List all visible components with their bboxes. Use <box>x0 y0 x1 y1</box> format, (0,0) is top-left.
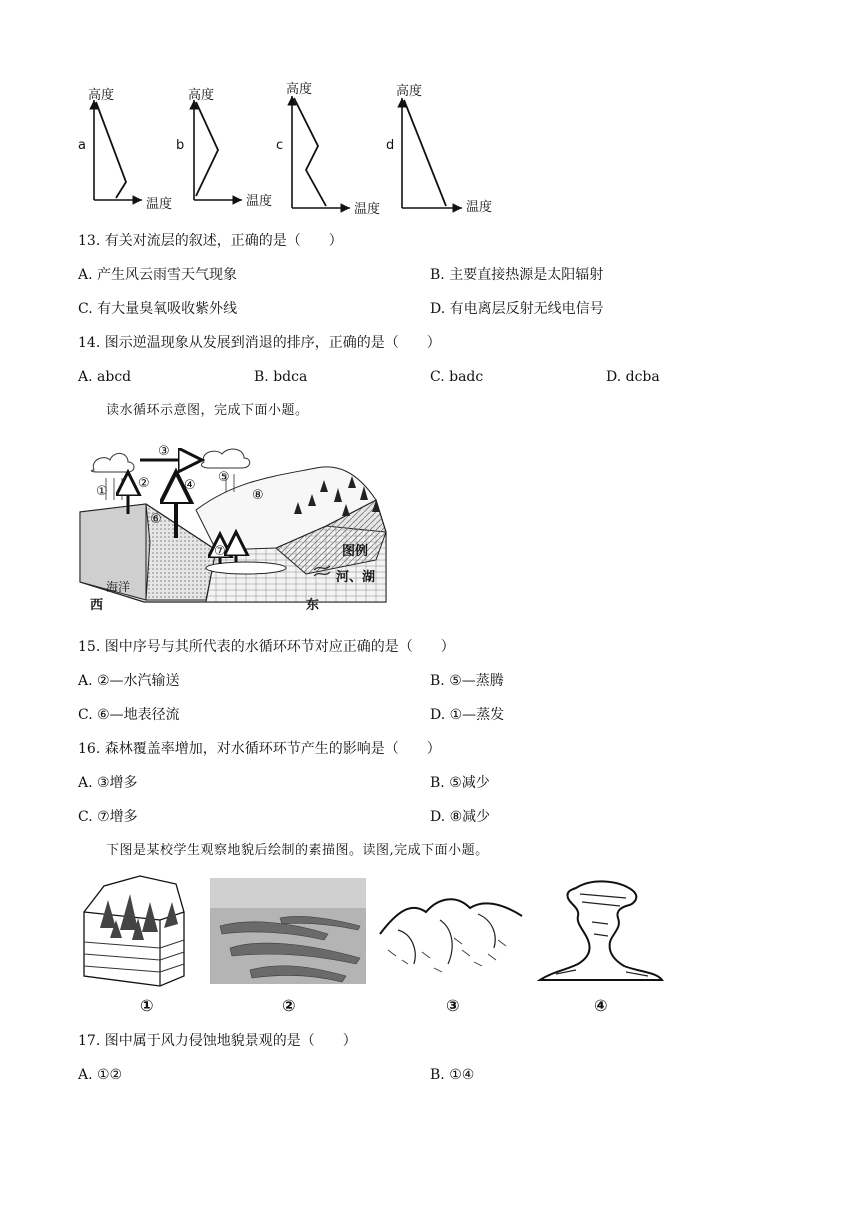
graph-d-label: d <box>386 138 395 153</box>
graph-b <box>194 100 242 200</box>
graph-b-ylabel: 高度 <box>188 88 215 103</box>
question-17-option-b[interactable]: B. ①④ <box>430 1067 475 1083</box>
question-13-option-c[interactable]: C. 有大量臭氧吸收紫外线 <box>78 301 238 317</box>
ocean-label: 海洋 <box>106 580 131 594</box>
landform-label-2: ② <box>282 996 296 1015</box>
question-13-stem: 13. 有关对流层的叙述，正确的是（ ） <box>78 233 343 249</box>
question-16-option-c[interactable]: C. ⑦增多 <box>78 809 138 825</box>
question-15-option-d[interactable]: D. ①—蒸发 <box>430 707 505 723</box>
question-15-option-c[interactable]: C. ⑥—地表径流 <box>78 707 180 723</box>
graph-a-label: a <box>78 138 86 153</box>
water-marker-8: ⑧ <box>252 488 264 503</box>
water-cycle-intro: 读水循环示意图，完成下面小题。 <box>106 403 309 418</box>
question-13-option-d[interactable]: D. 有电离层反射无线电信号 <box>430 301 604 317</box>
graph-c-xlabel: 温度 <box>354 202 381 217</box>
question-13-option-a[interactable]: A. 产生风云雨雪天气现象 <box>78 267 238 283</box>
question-15-option-a[interactable]: A. ②—水汽输送 <box>78 673 180 689</box>
landform-sketch-2 <box>210 878 366 984</box>
water-marker-1: ① <box>96 484 108 499</box>
west-label: 西 <box>90 598 104 613</box>
landform-label-1: ① <box>140 996 154 1015</box>
water-marker-7: ⑦ <box>214 544 226 559</box>
question-15-option-b[interactable]: B. ⑤—蒸腾 <box>430 673 504 689</box>
graph-b-xlabel: 温度 <box>246 194 273 209</box>
graph-c-ylabel: 高度 <box>286 82 313 97</box>
graph-d-ylabel: 高度 <box>396 84 423 99</box>
question-14-option-c[interactable]: C. badc <box>430 369 484 385</box>
question-16-option-a[interactable]: A. ③增多 <box>78 775 138 791</box>
legend-title: 图例 <box>342 544 369 559</box>
question-14-option-d[interactable]: D. dcba <box>606 369 660 385</box>
question-14-option-a[interactable]: A. abcd <box>78 369 132 385</box>
landform-sketch-3 <box>378 890 524 984</box>
question-17-stem: 17. 图中属于风力侵蚀地貌景观的是（ ） <box>78 1033 357 1049</box>
graph-c-label: c <box>276 138 284 153</box>
graph-d <box>402 98 462 208</box>
landform-label-4: ④ <box>594 996 608 1015</box>
water-marker-6: ⑥ <box>150 512 162 527</box>
graph-b-label: b <box>176 138 185 153</box>
east-label: 东 <box>306 598 320 613</box>
question-14-option-b[interactable]: B. bdca <box>254 369 308 385</box>
question-13-option-b[interactable]: B. 主要直接热源是太阳辐射 <box>430 267 604 283</box>
question-16-stem: 16. 森林覆盖率增加，对水循环环节产生的影响是（ ） <box>78 741 441 757</box>
graph-a <box>94 100 142 200</box>
graph-a-ylabel: 高度 <box>88 88 115 103</box>
water-marker-5: ⑤ <box>218 470 230 485</box>
landform-label-3: ③ <box>446 996 460 1015</box>
landform-intro: 下图是某校学生观察地貌后绘制的素描图。读图,完成下面小题。 <box>106 843 489 858</box>
question-17-option-a[interactable]: A. ①② <box>78 1067 123 1083</box>
temperature-graphs-svg <box>70 78 510 218</box>
question-14-stem: 14. 图示逆温现象从发展到消退的排序，正确的是（ ） <box>78 335 441 351</box>
graph-c <box>292 96 350 208</box>
graph-a-xlabel: 温度 <box>146 197 173 212</box>
graph-d-xlabel: 温度 <box>466 200 493 215</box>
water-marker-2: ② <box>138 476 150 491</box>
question-15-stem: 15. 图中序号与其所代表的水循环环节对应正确的是（ ） <box>78 639 455 655</box>
landform-sketch-4 <box>536 876 666 988</box>
water-marker-4: ④ <box>184 478 196 493</box>
landform-sketch-1 <box>80 872 188 990</box>
water-marker-3: ③ <box>158 444 170 459</box>
question-16-option-b[interactable]: B. ⑤减少 <box>430 775 490 791</box>
legend-item-river-lake: 河、湖 <box>336 570 376 585</box>
temperature-graphs <box>70 78 510 218</box>
question-16-option-d[interactable]: D. ⑧减少 <box>430 809 491 825</box>
